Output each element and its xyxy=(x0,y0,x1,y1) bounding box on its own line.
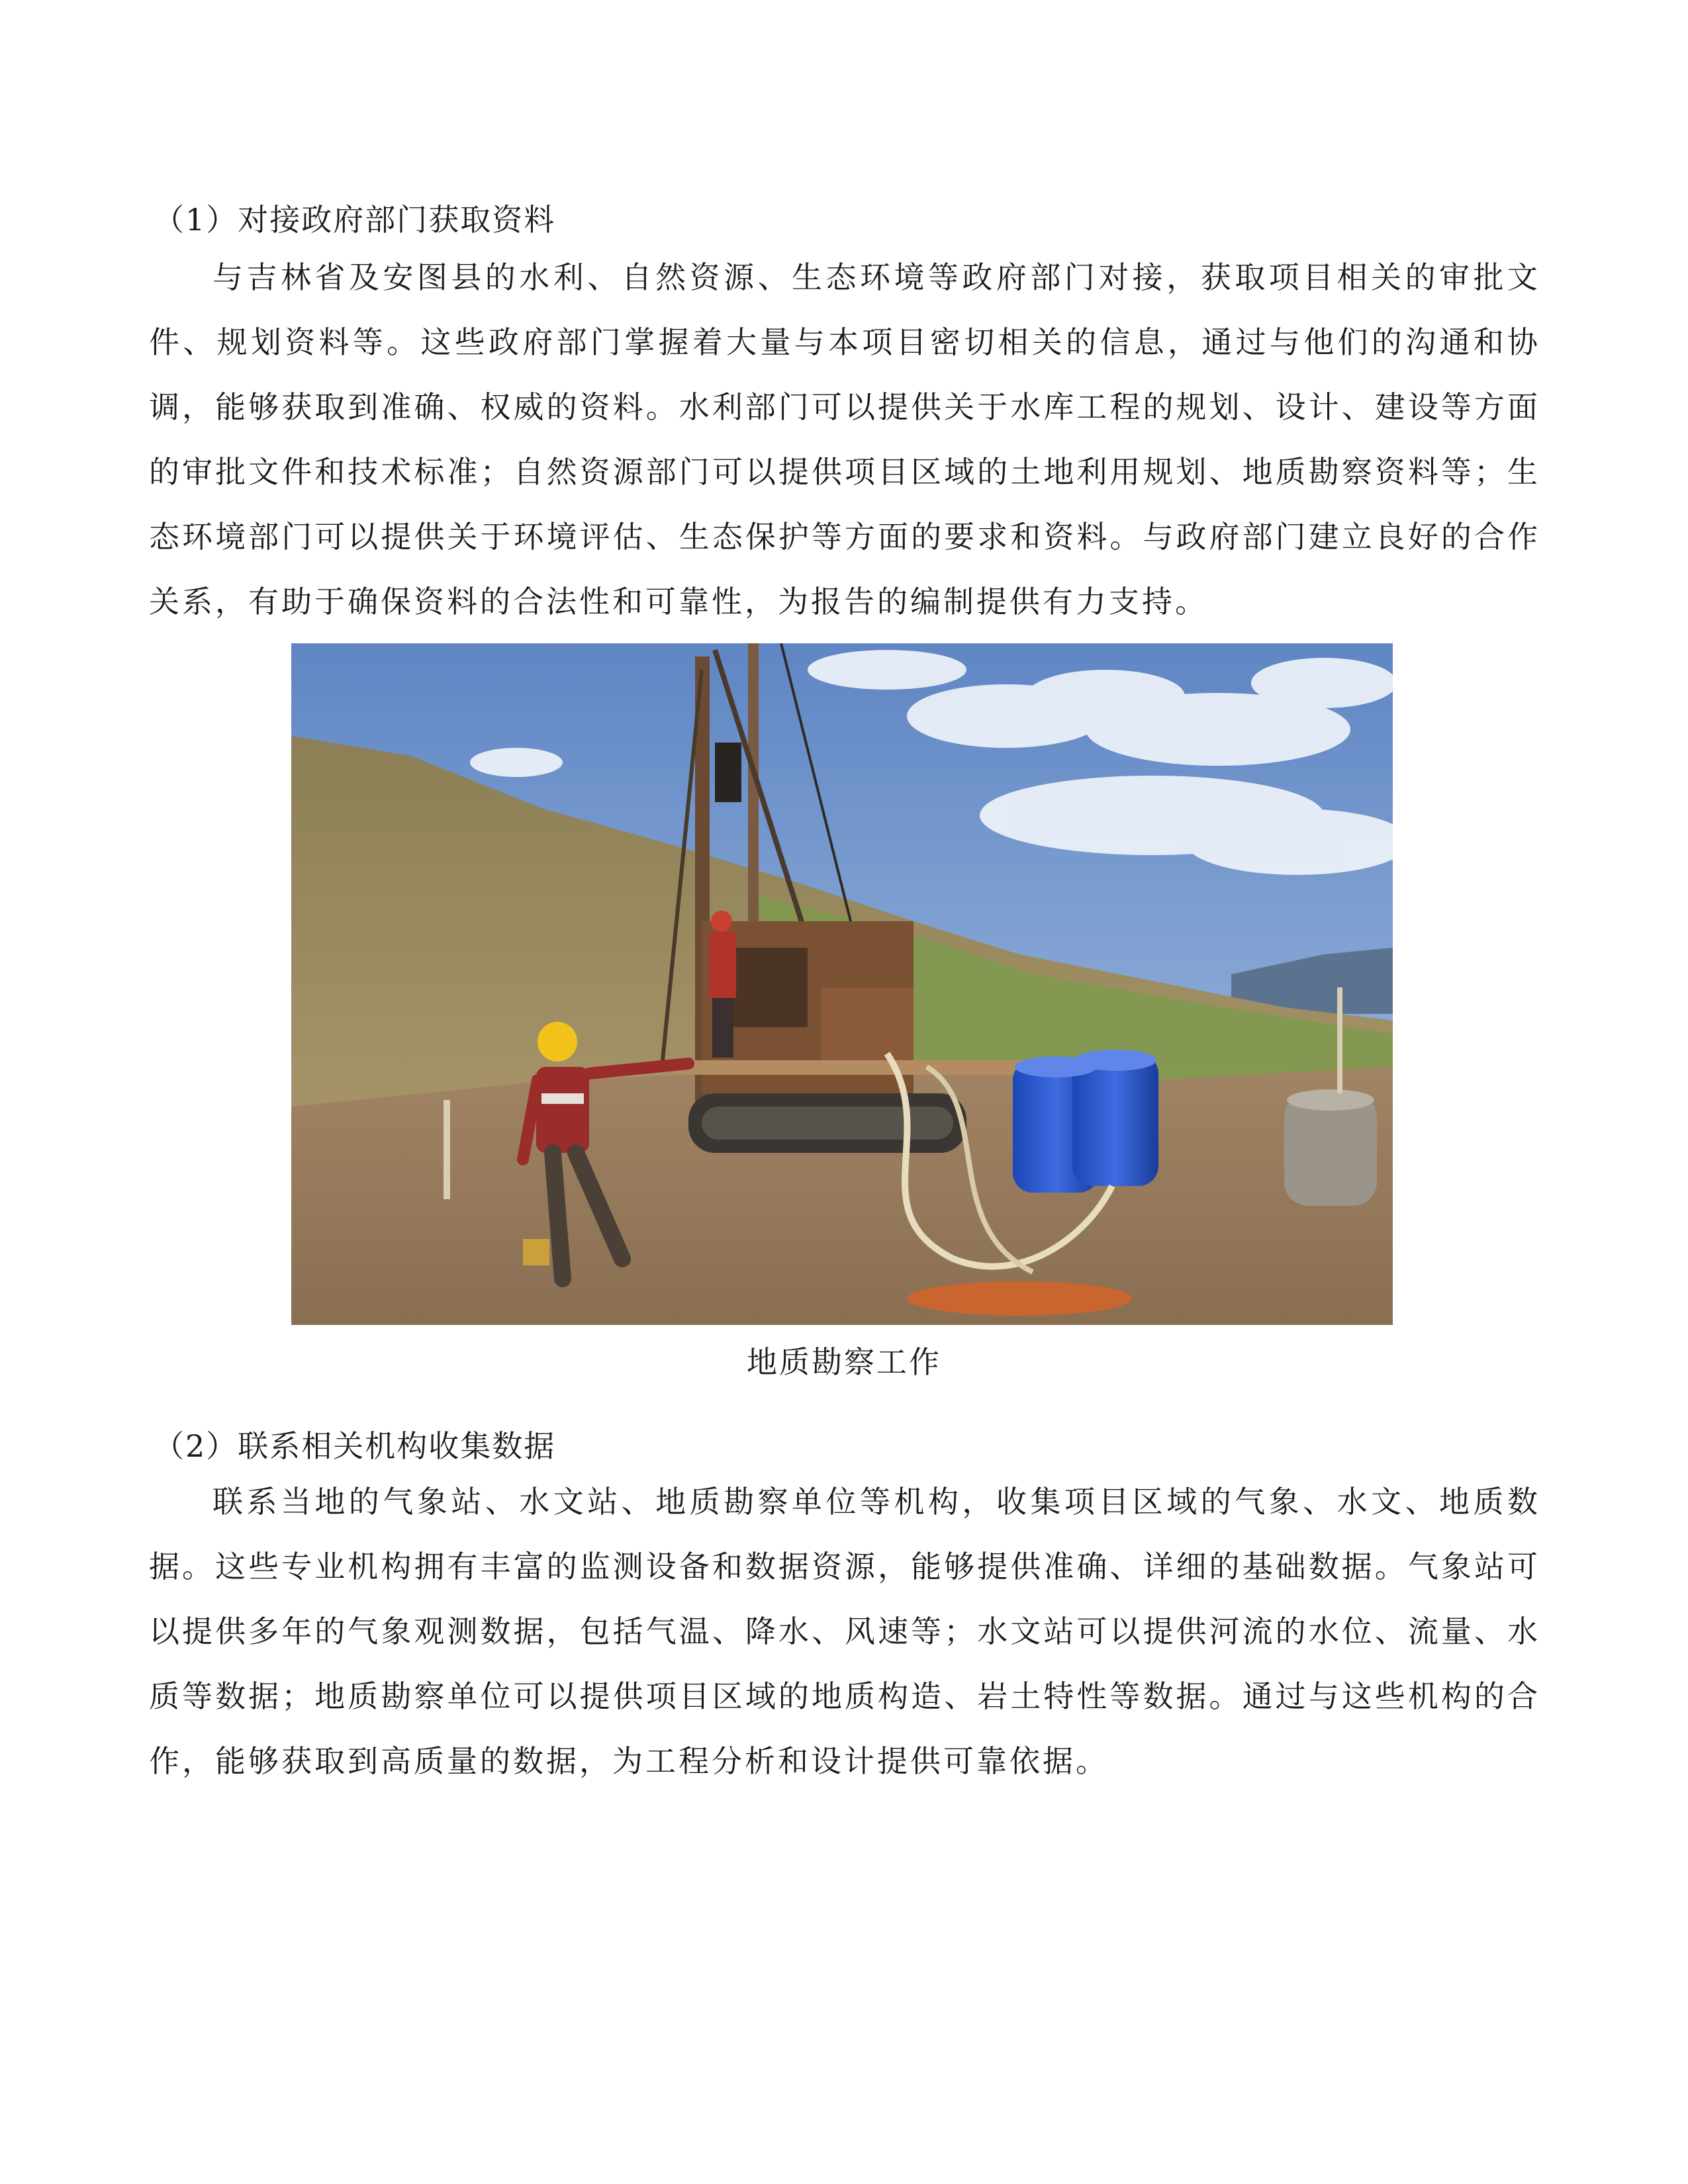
drilling-site-illustration xyxy=(291,643,1393,1325)
section-2-paragraph: 联系当地的气象站、水文站、地质勘察单位等机构，收集项目区域的气象、水文、地质数据。这些专业机构拥有丰富的监测设备和数据资源，能够提供准确、详细的基础数据。气象站可以提供多年的气象观测数据，包括气温、降水、风速等；水文站可以提供河流的水位、流量、水质等数据；地质勘察单位可以提供项目区域的地质构造、岩土特性等数据。通过与这些机构的合作，能够获取到高质量的数据，为工程分析和设计提供可靠依据。 xyxy=(149,1484,1540,1779)
mud-puddle xyxy=(907,1281,1132,1316)
blue-barrels xyxy=(1013,1050,1158,1193)
section-1-heading: （1）对接政府部门获取资料 xyxy=(154,202,556,238)
section-2-heading: （2）联系相关机构收集数据 xyxy=(154,1428,556,1464)
grey-barrel xyxy=(1284,1089,1377,1206)
stake-2 xyxy=(1337,987,1342,1093)
drilling-site-photo xyxy=(291,643,1393,1325)
stake xyxy=(444,1100,450,1199)
worker-on-rig xyxy=(710,911,736,1058)
bucket xyxy=(523,1239,549,1265)
section-1-paragraph: 与吉林省及安图县的水利、自然资源、生态环境等政府部门对接，获取项目相关的审批文件、规划资料等。这些政府部门掌握着大量与本项目密切相关的信息，通过与他们的沟通和协调，能够获取到准确、权威的资料。水利部门可以提供关于水库工程的规划、设计、建设等方面的审批文件和技术标准；自然资源部门可以提供项目区域的土地利用规划、地质勘察资料等；生态环境部门可以提供关于环境评估、生态保护等方面的要求和资料。与政府部门建立良好的合作关系，有助于确保资料的合法性和可靠性，为报告的编制提供有力支持。 xyxy=(149,259,1540,619)
figure-caption: 地质勘察工作 xyxy=(747,1344,941,1380)
